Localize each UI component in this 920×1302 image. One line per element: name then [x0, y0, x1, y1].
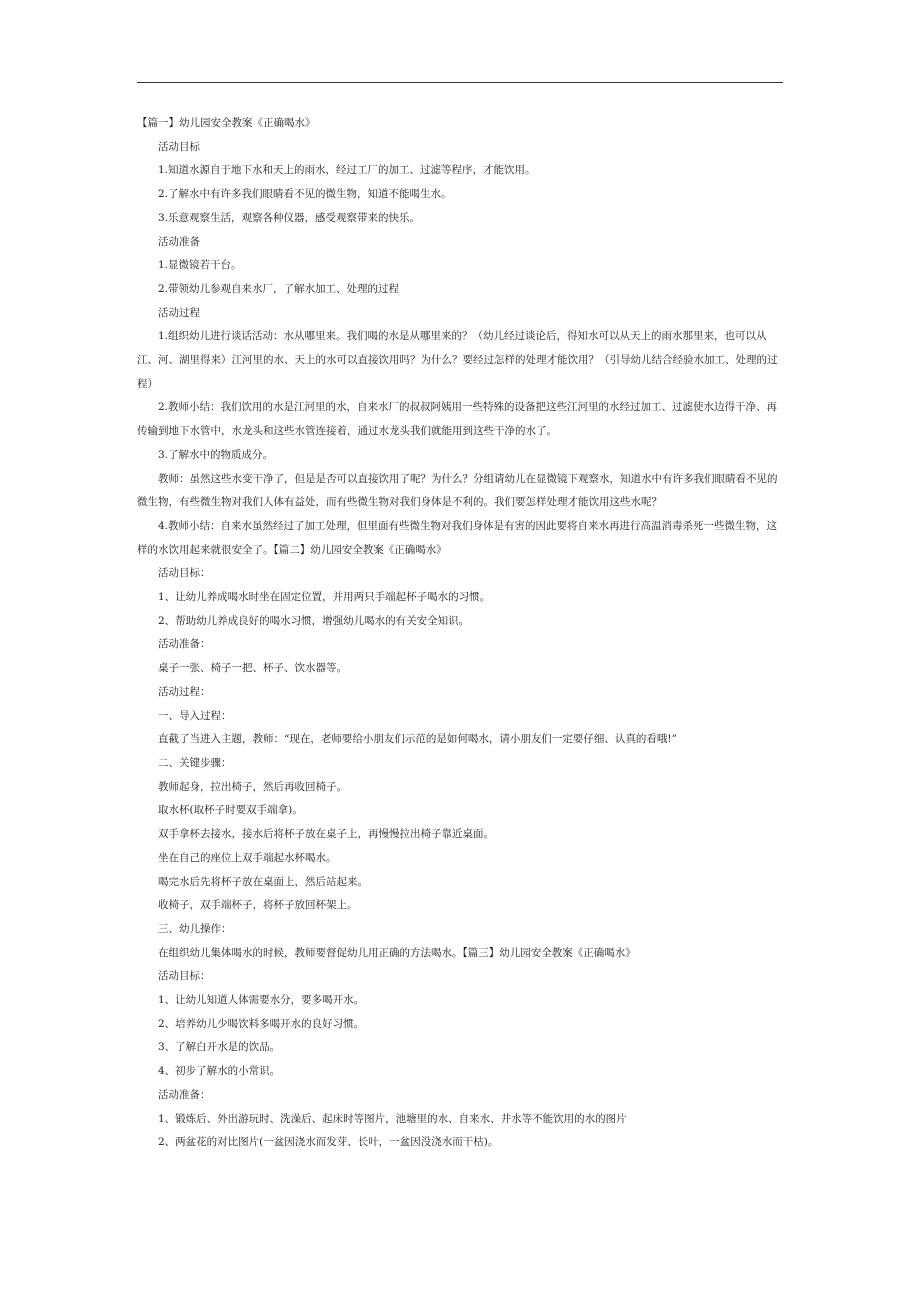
paragraph: 活动准备 — [158, 235, 200, 248]
paragraph: 直截了当进入主题，教师：“现在，老师要给小朋友们示范的是如何喝水，请小朋友们一定要仔细、认真的看哦!” — [158, 733, 677, 746]
paragraph — [137, 515, 787, 562]
paragraph: 双手拿杯去接水，接水后将杯子放在桌子上，再慢慢拉出椅子靠近桌面。 — [158, 828, 494, 841]
paragraph — [137, 468, 787, 515]
paragraph-line: 4.教师小结：自来水虽然经过了加工处理，但里面有些微生物对我们身体是有害的因此要将自来水再进行高温消毒杀死一些微生物， — [158, 519, 767, 532]
paragraph: 喝完水后先将杯子放在桌面上，然后站起来。 — [158, 875, 368, 888]
paragraph: 活动目标： — [158, 567, 211, 580]
paragraph: 活动过程 — [158, 306, 200, 319]
paragraph: 1、让幼儿养成喝水时坐在固定位置，并用两只手端起杯子喝水的习惯。 — [158, 591, 491, 604]
paragraph-line: 2.教师小结：我们饮用的水是江河里的水，自来水厂的叔叔阿姨用一些特殊的设备把这些江河里的水经过加工、过滤使水边得干净、 — [158, 401, 767, 414]
paragraph-line: 从江、河、湖里得来）江河里的水、天上的水可以直接饮用吗？为什么？要经过怎样的处理才能饮用？（引导幼儿结合经验水加工、处 — [137, 330, 767, 367]
paragraph-line: 这样的水饮用起来就很安全了。【篇二】幼儿园安全教案《正确喝水》 — [137, 519, 778, 556]
paragraph: 3.了解水中的物质成分。 — [158, 448, 274, 461]
paragraph: 2.带领幼儿参观自来水厂，了解水加工、处理的过程 — [158, 282, 400, 295]
paragraph: 收椅子，双手端杯子，将杯子放回杯架上。 — [158, 899, 358, 912]
paragraph-line: 再传输到地下水管中，水龙头和这些水管连接着，通过水龙头我们就能用到这些干净的水了。 — [137, 401, 778, 438]
header-rule — [137, 82, 783, 83]
paragraph-line: 1.组织幼儿进行谈话活动：水从哪里来。我们喝的水是从哪里来的？（幼儿经过谈论后，得知水可以从天上的雨水那里来，也可以 — [158, 330, 757, 343]
paragraph: 活动过程： — [158, 685, 211, 698]
paragraph: 桌子一张、椅子一把、杯子、饮水器等。 — [158, 662, 347, 675]
paragraph: 3、了解白开水是的饮品。 — [158, 1041, 281, 1054]
paragraph: 2.了解水中有许多我们眼睛看不见的微生物，知道不能喝生水。 — [158, 188, 452, 201]
paragraph: 4、初步了解水的小常识。 — [158, 1065, 281, 1078]
paragraph: 活动目标： — [158, 970, 211, 983]
paragraph: 活动准备： — [158, 638, 211, 651]
paragraph: 坐在自己的座位上双手端起水杯喝水。 — [158, 851, 337, 864]
paragraph: 取水杯(取杯子时要双手端拿)。 — [158, 804, 303, 817]
paragraph: 2、培养幼儿少喝饮料多喝开水的良好习惯。 — [158, 1017, 365, 1030]
paragraph: 活动目标 — [158, 140, 200, 153]
document-body — [137, 112, 787, 1155]
paragraph-line: 教师：虽然这些水变干净了，但是是否可以直接饮用了呢？为什么？分组请幼儿在显微镜下观察水，知道水中有许多我们眼睛看不见 — [158, 472, 767, 485]
paragraph: 1.显微镜若干台。 — [158, 259, 242, 272]
paragraph: 三、幼儿操作： — [158, 922, 232, 935]
paragraph — [137, 396, 787, 443]
paragraph — [137, 325, 787, 396]
paragraph-line: 的微生物，有些微生物对我们人体有益处，而有些微生物对我们身体是不利的。我们要怎样处理才能饮用这些水呢？ — [137, 472, 778, 509]
paragraph: 1、锻炼后、外出游玩时、洗澡后、起床时等图片，池塘里的水、自来水、井水等不能饮用的水的图片 — [158, 1112, 627, 1125]
paragraph: 3.乐意观察生活，观察各种仪器，感受观察带来的快乐。 — [158, 211, 421, 224]
paragraph: 2、两盆花的对比图片(一盆因浇水而发芽、长叶，一盆因没浇水而干枯)。 — [158, 1136, 499, 1149]
paragraph: 【篇一】幼儿园安全教案《正确喝水》 — [137, 117, 316, 129]
paragraph: 活动准备： — [158, 1088, 211, 1101]
paragraph: 在组织幼儿集体喝水的时候，教师要督促幼儿用正确的方法喝水。【篇三】幼儿园安全教案《正确喝水》 — [158, 946, 636, 959]
paragraph: 2、帮助幼儿养成良好的喝水习惯，增强幼儿喝水的有关安全知识。 — [158, 614, 470, 627]
paragraph: 二、关键步骤： — [158, 756, 232, 769]
paragraph: 教师起身，拉出椅子，然后再收回椅子。 — [158, 780, 347, 793]
paragraph: 1.知道水源自于地下水和天上的雨水，经过工厂的加工、过滤等程序，才能饮用。 — [158, 164, 536, 177]
paragraph: 一、导入过程： — [158, 709, 232, 722]
paragraph: 1、让幼儿知道人体需要水分，要多喝开水。 — [158, 994, 365, 1007]
paragraph-line: 理的过程） — [137, 354, 778, 390]
